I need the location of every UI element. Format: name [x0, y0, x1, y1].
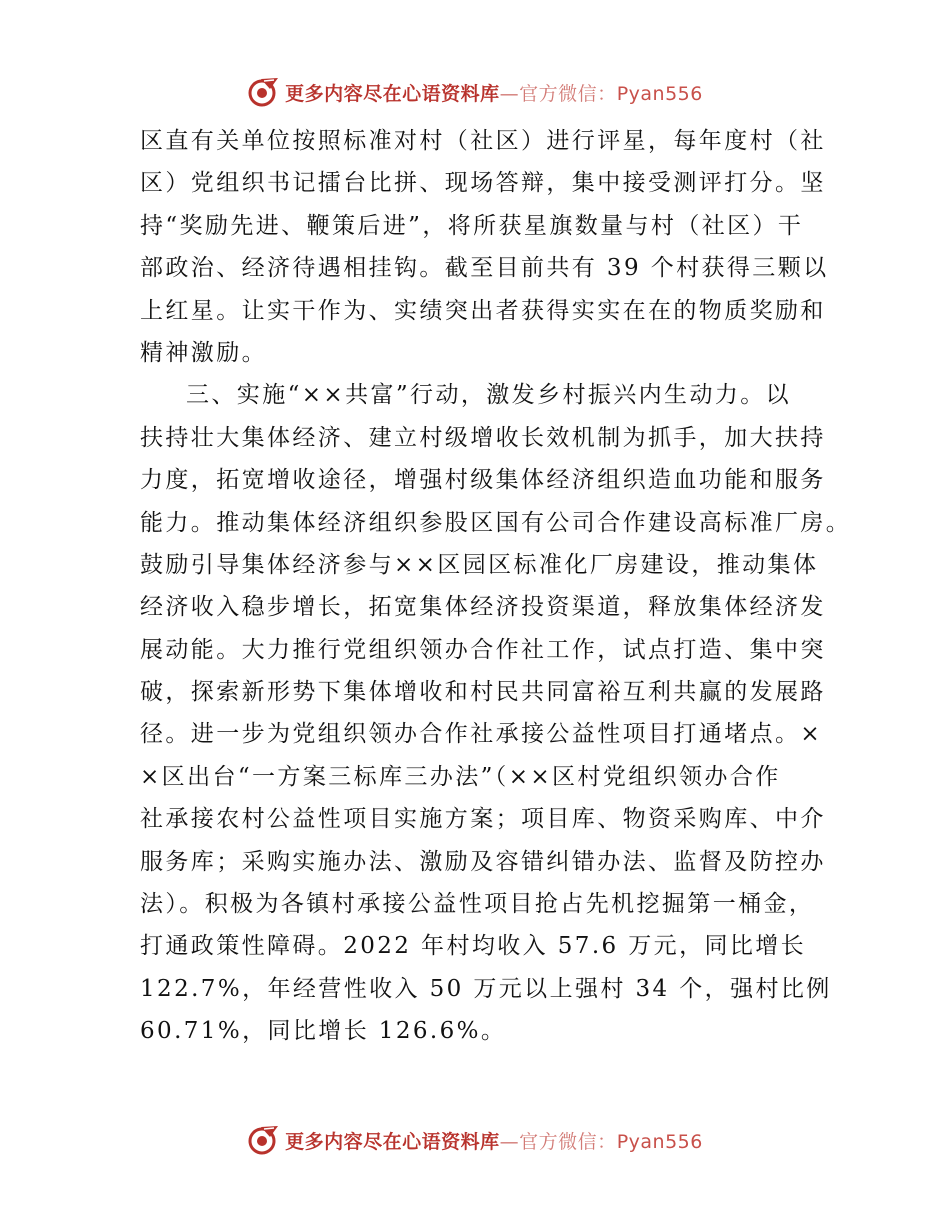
pen-seal-logo-icon: [247, 1123, 281, 1157]
text-line: 60.71%，同比增长 126.6%。: [140, 1018, 507, 1045]
text-line: 径。进一步为党组织领办合作社承接公益性项目打通堵点。×: [140, 721, 823, 748]
text-line: 122.7%，年经营性收入 50 万元以上强村 34 个，强村比例: [140, 975, 832, 1002]
text-line: 持“奖励先进、鞭策后进”，将所获星旗数量与村（社区）干: [140, 212, 804, 239]
text-line: 精神激励。: [140, 339, 267, 366]
text-line: 打通政策性障碍。2022 年村均收入 57.6 万元，同比增长: [140, 933, 807, 960]
text-line: 社承接农村公益性项目实施方案；项目库、物资采购库、中介: [140, 806, 826, 833]
text-line: 破，探索新形势下集体增收和村民共同富裕互利共赢的发展路: [140, 679, 826, 706]
header-watermark-banner: [0, 72, 950, 112]
banner-wechat-label: —官方微信：: [499, 82, 617, 105]
text-line: 力度，拓宽增收途径，增强村级集体经济组织造血功能和服务: [140, 467, 826, 494]
text-line: 经济收入稳步增长，拓宽集体经济投资渠道，释放集体经济发: [140, 594, 826, 621]
footer-watermark-banner: [0, 1120, 950, 1160]
text-line: 扶持壮大集体经济、建立村级增收长效机制为抓手，加大扶持: [140, 424, 826, 451]
banner-wechat-id: Pyan556: [616, 82, 703, 105]
section-heading-line: 三、实施“××共富”行动，激发乡村振兴内生动力。以: [186, 382, 792, 409]
text-line: 上红星。让实干作为、实绩突出者获得实实在在的物质奖励和: [140, 297, 826, 324]
banner-wechat-id: Pyan556: [616, 1130, 703, 1153]
text-line: 能力。推动集体经济组织参股区国有公司合作建设高标准厂房。: [140, 509, 852, 536]
text-line: 区）党组织书记擂台比拼、现场答辩，集中接受测评打分。坚: [140, 170, 826, 197]
pen-seal-logo-icon: [247, 75, 281, 109]
text-line: 部政治、经济待遇相挂钩。截至目前共有 39 个村获得三颗以: [140, 255, 829, 282]
text-line: ×区出台“一方案三标库三办法”（××区村党组织领办合作: [140, 763, 781, 790]
text-line: 区直有关单位按照标准对村（社区）进行评星，每年度村（社: [140, 128, 826, 154]
document-body: [140, 120, 852, 1053]
banner-wechat-label: —官方微信：: [499, 1130, 617, 1153]
text-line: 法）。积极为各镇村承接公益性项目抢占先机挖掘第一桶金，: [140, 891, 815, 918]
banner-title: 更多内容尽在心语资料库: [285, 1130, 500, 1153]
text-line: 鼓励引导集体经济参与××区园区标准化厂房建设，推动集体: [140, 551, 819, 578]
text-line: 展动能。大力推行党组织领办合作社工作，试点打造、集中突: [140, 636, 826, 663]
text-line: 服务库；采购实施办法、激励及容错纠错办法、监督及防控办: [140, 848, 826, 875]
banner-title: 更多内容尽在心语资料库: [285, 82, 500, 105]
